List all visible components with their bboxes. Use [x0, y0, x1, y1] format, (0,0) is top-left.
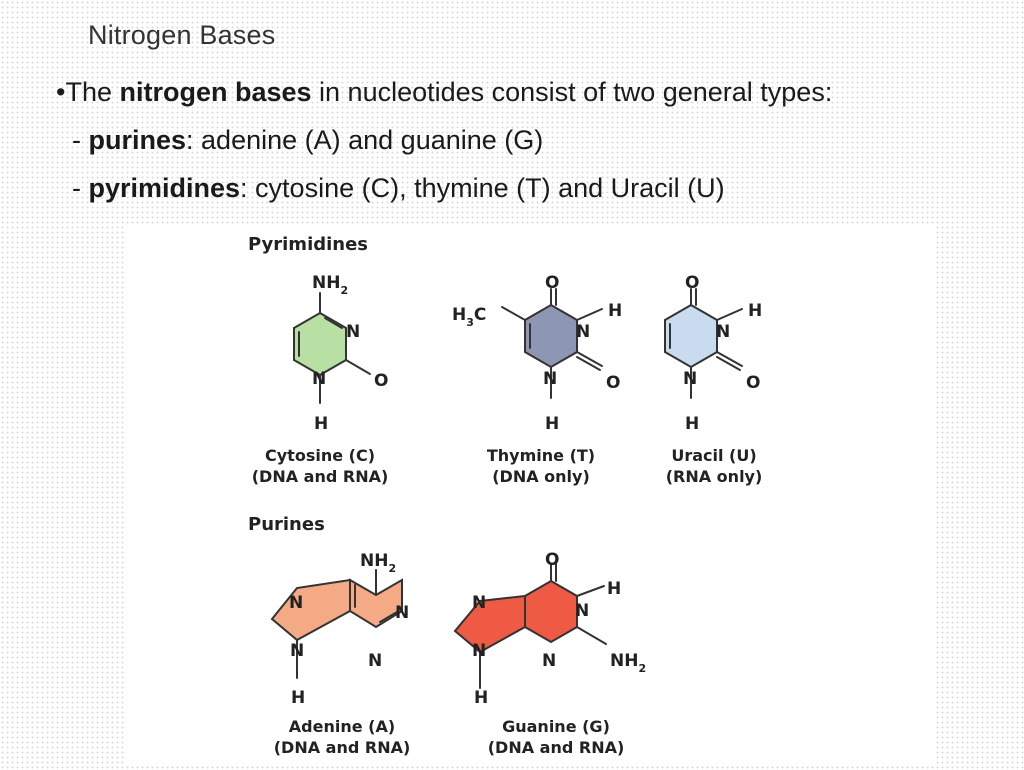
atom-label: H — [685, 414, 700, 434]
atom-label: N — [576, 322, 591, 342]
atom-label: O — [746, 373, 761, 393]
atom-label: H — [545, 414, 560, 434]
nitrogen-bases-figure — [124, 226, 936, 766]
sub-item-term: purines — [88, 125, 187, 155]
cytosine-name: Cytosine (C) — [265, 446, 375, 465]
guanine-name: Guanine (G) — [502, 717, 610, 736]
guanine-imidazole — [455, 596, 525, 652]
atom-label: H — [607, 579, 622, 599]
pyrimidines-header: Pyrimidines — [248, 234, 369, 255]
atom-label: H — [748, 301, 763, 321]
bullet-suffix: in nucleotides consist of two general types: — [311, 77, 833, 107]
atom-label: O — [545, 550, 560, 570]
atom-label: H — [314, 414, 329, 434]
guanine-labels — [472, 550, 646, 757]
cytosine-structure — [294, 293, 371, 403]
atom-label: O — [606, 373, 621, 393]
atom-label: N — [575, 601, 590, 621]
uracil-ring — [665, 305, 717, 367]
adenine-imidazole — [272, 580, 350, 640]
adenine-name: Adenine (A) — [288, 717, 396, 736]
sub-item-dash: - — [72, 173, 89, 203]
atom-label: $NH_2$ — [610, 651, 647, 675]
atom-label: N — [683, 369, 698, 389]
uracil-labels — [666, 273, 763, 486]
atom-label: N — [395, 603, 410, 623]
atom-label: N — [368, 651, 383, 671]
atom-label: N — [716, 322, 731, 342]
sub-item-desc: : adenine (A) and guanine (G) — [186, 125, 544, 155]
atom-label: N — [289, 593, 304, 613]
atom-label: N — [346, 322, 361, 342]
thymine-name: Thymine (T) — [486, 446, 596, 465]
structures-svg — [124, 226, 936, 766]
sub-item-pyrimidines — [56, 164, 832, 212]
atom-label: $NH_2$ — [360, 551, 397, 575]
atom-label: N — [312, 369, 327, 389]
atom-label: N — [472, 641, 487, 661]
adenine-note: (DNA and RNA) — [273, 738, 411, 757]
atom-label: O — [545, 273, 560, 293]
purines-header: Purines — [248, 514, 325, 535]
atom-label: $H_3C$ — [452, 305, 487, 329]
sub-item-desc: : cytosine (C), thymine (T) and Uracil (U) — [240, 173, 725, 203]
cytosine-ring — [294, 313, 346, 375]
sub-item-dash: - — [72, 125, 89, 155]
atom-label: N — [290, 641, 305, 661]
atom-label: H — [474, 688, 489, 708]
guanine-ring — [525, 581, 577, 642]
guanine-note: (DNA and RNA) — [487, 738, 625, 757]
atom-label: H — [608, 301, 623, 321]
bullet-bold-term: nitrogen bases — [119, 77, 312, 107]
atom-label: N — [543, 369, 558, 389]
sub-item-purines — [56, 116, 832, 164]
thymine-labels — [452, 273, 622, 486]
atom-label: O — [374, 371, 389, 391]
atom-label: H — [291, 688, 306, 708]
bullet-main — [56, 68, 832, 116]
uracil-note: (RNA only) — [665, 467, 763, 486]
sub-item-term: pyrimidines — [88, 173, 241, 203]
adenine-structure — [272, 570, 402, 678]
bullet-marker: • — [56, 77, 66, 107]
uracil-name: Uracil (U) — [671, 446, 757, 465]
slide-title: Nitrogen Bases — [88, 20, 276, 50]
thymine-ring — [525, 305, 577, 367]
atom-label: N — [542, 651, 557, 671]
atom-label: $NH_2$ — [312, 273, 349, 297]
atom-label: N — [472, 593, 487, 613]
thymine-note: (DNA only) — [492, 467, 590, 486]
cytosine-note: (DNA and RNA) — [251, 467, 389, 486]
bullet-prefix: The — [65, 77, 120, 107]
bullet-list — [56, 68, 832, 212]
uracil-structure — [665, 289, 742, 398]
atom-label: O — [685, 273, 700, 293]
guanine-structure — [455, 564, 606, 688]
